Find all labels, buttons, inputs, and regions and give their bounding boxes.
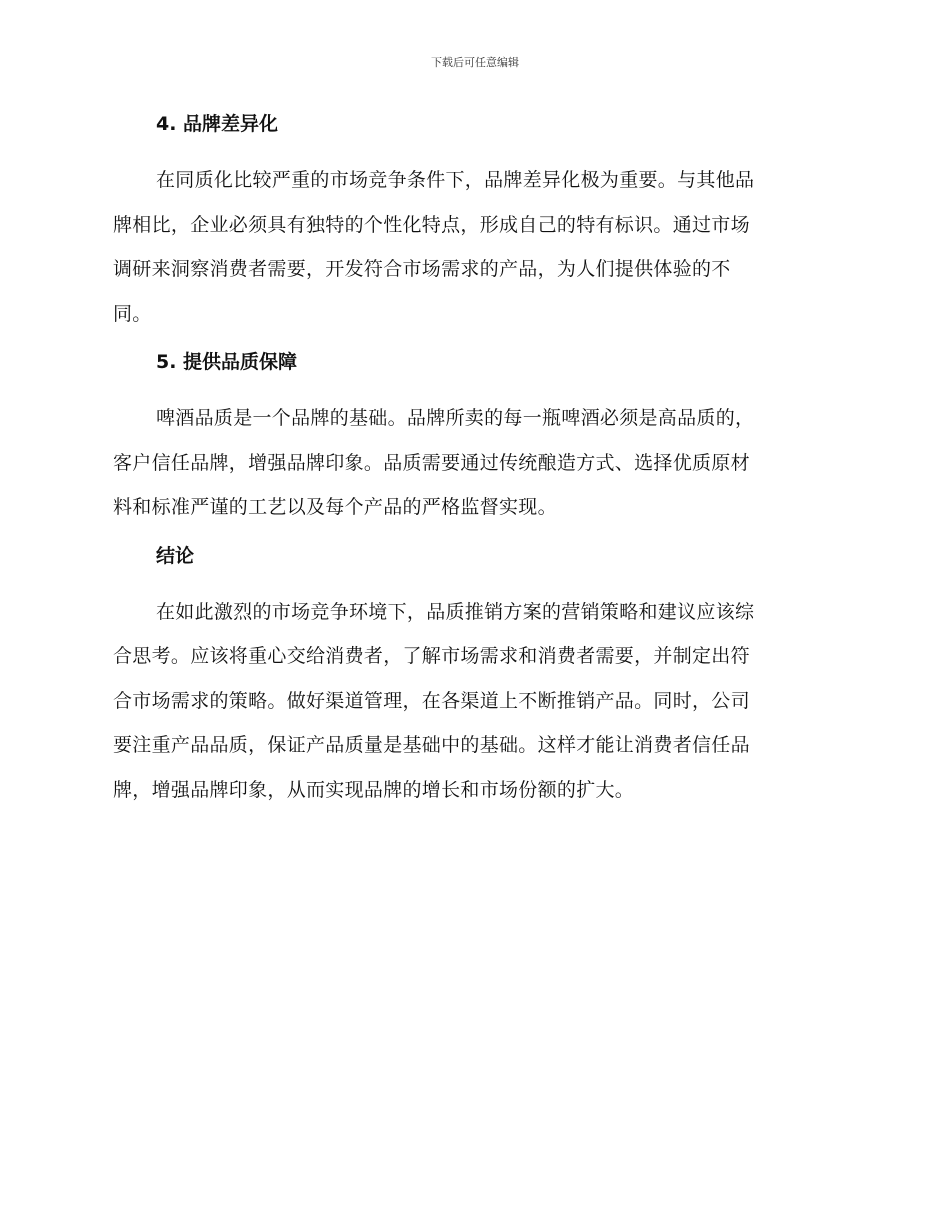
- section-heading: 结论: [156, 544, 195, 567]
- page-header: 下载后可任意编辑: [431, 56, 519, 69]
- paragraph-line: 合思考。应该将重心交给消费者，了解市场需求和消费者需要，并制定出符: [113, 645, 750, 667]
- section-paragraph: [113, 590, 831, 813]
- paragraph-line: 同。: [113, 302, 152, 325]
- document-body: [113, 110, 831, 824]
- paragraph-line: 牌，增强品牌印象，从而实现品牌的增长和市场份额的扩大。: [113, 778, 635, 801]
- paragraph-line: 调研来洞察消费者需要，开发符合市场需求的产品，为人们提供体验的不: [113, 258, 731, 280]
- paragraph-line: 要注重产品品质，保证产品质量是基础中的基础。这样才能让消费者信任品: [113, 734, 750, 756]
- section-paragraph: [113, 396, 831, 530]
- paragraph-line: 在同质化比较严重的市场竞争条件下，品牌差异化极为重要。与其他品: [156, 169, 755, 191]
- paragraph-line: 啤酒品质是一个品牌的基础。品牌所卖的每一瓶啤酒必须是高品质的，: [156, 407, 755, 429]
- paragraph-line: 料和标准严谨的工艺以及每个产品的严格监督实现。: [113, 496, 557, 518]
- paragraph-line: 客户信任品牌，增强品牌印象。品质需要通过传统酿造方式、选择优质原材: [113, 451, 750, 474]
- section-heading: 5. 提供品质保障: [156, 351, 298, 373]
- section-paragraph: [113, 158, 831, 336]
- paragraph-line: 在如此激烈的市场竞争环境下，品质推销方案的营销策略和建议应该综: [156, 600, 755, 623]
- paragraph-line: 合市场需求的策略。做好渠道管理，在各渠道上不断推销产品。同时，公司: [113, 689, 750, 712]
- paragraph-line: 牌相比，企业必须具有独特的个性化特点，形成自己的特有标识。通过市场: [113, 213, 750, 236]
- section-heading: 4. 品牌差异化: [156, 113, 279, 135]
